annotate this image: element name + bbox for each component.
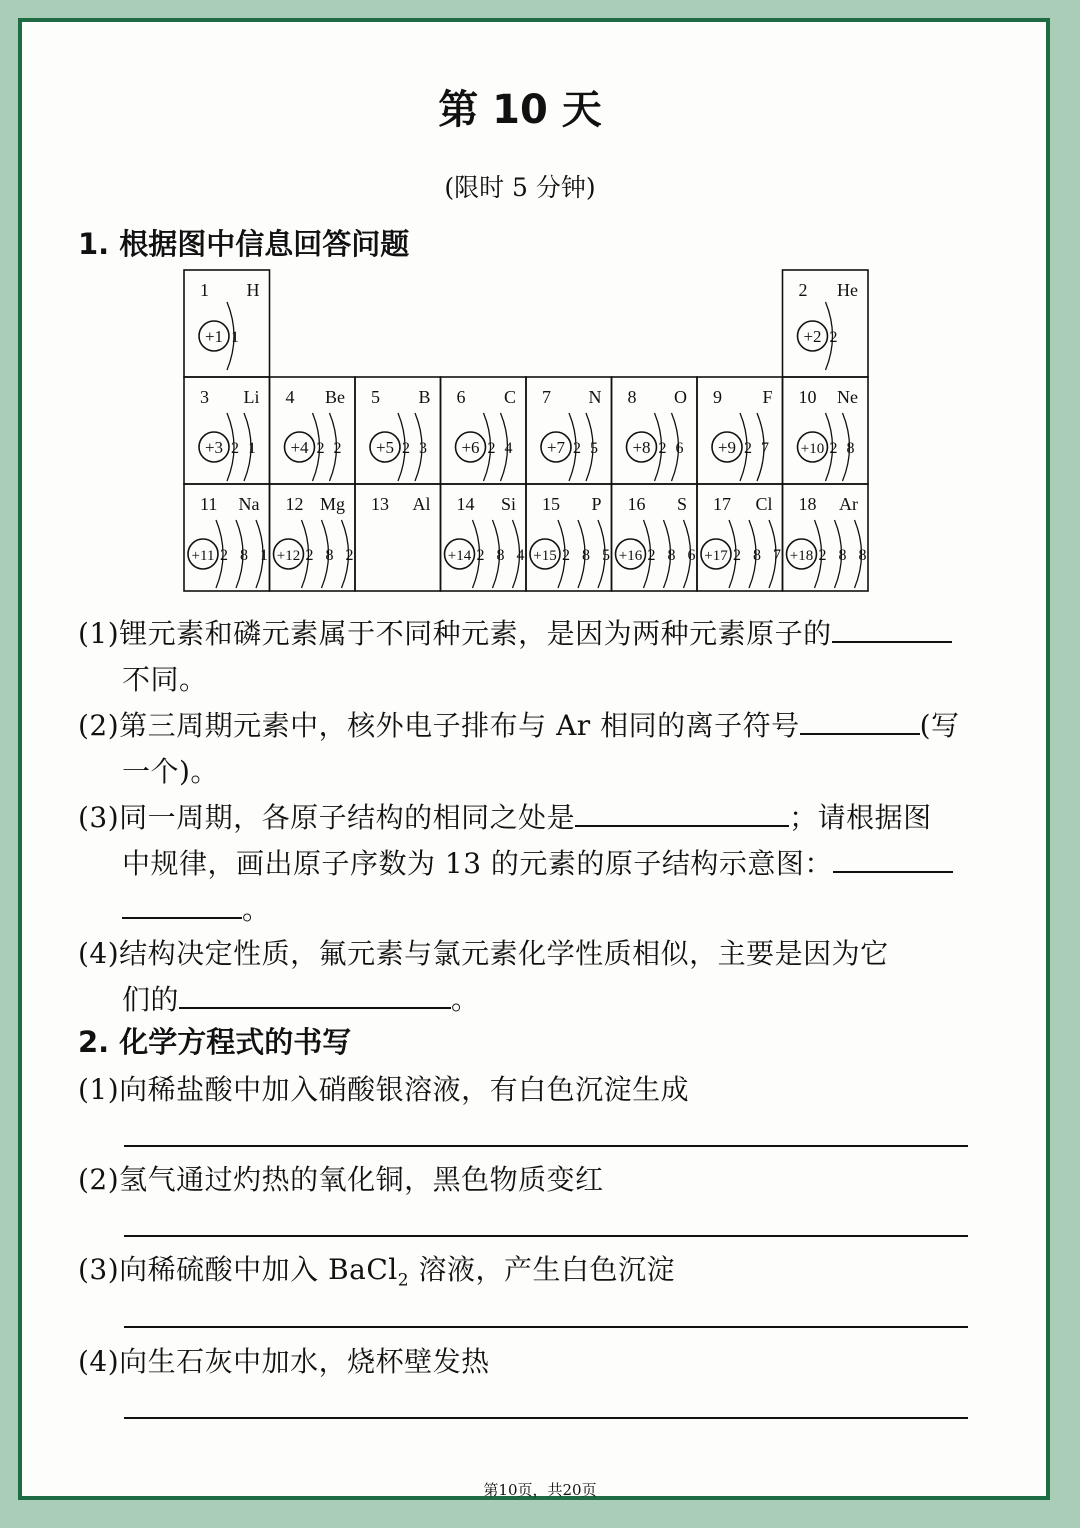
nucleus-charge: +18 xyxy=(789,548,814,564)
shell-electron-count: 2 xyxy=(220,547,228,564)
shell-electron-count: 4 xyxy=(504,440,513,457)
shell-electron-count: 2 xyxy=(573,440,581,457)
element-symbol: B xyxy=(418,387,431,407)
q3-line1: (3)同一周期，各原子结构的相同之处是 ；请根据图 xyxy=(78,801,932,834)
shell-electron-count: 5 xyxy=(602,547,610,564)
shell-electron-count: 2 xyxy=(829,440,838,457)
shell-electron-count: 2 xyxy=(562,547,570,564)
atomic-number: 7 xyxy=(542,387,551,407)
eq-q4: (4)向生石灰中加水，烧杯壁发热 xyxy=(78,1345,490,1378)
shell-electron-count: 1 xyxy=(260,547,268,564)
section2-heading: 2. 化学方程式的书写 xyxy=(78,1025,352,1059)
shell-electron-count: 7 xyxy=(773,547,781,564)
nucleus-charge: +3 xyxy=(204,438,224,457)
q4-blank[interactable] xyxy=(179,981,451,1009)
q1-line1: (1)锂元素和磷元素属于不同种元素，是因为两种元素原子的 xyxy=(78,612,952,652)
element-symbol: Al xyxy=(412,494,431,514)
element-symbol: S xyxy=(676,494,687,514)
shell-electron-count: 6 xyxy=(675,440,684,457)
q4-line2: 们的 。 xyxy=(122,983,480,1016)
shell-electron-count: 2 xyxy=(829,329,838,346)
nucleus-charge: +4 xyxy=(290,438,309,457)
atomic-number: 18 xyxy=(798,494,817,514)
nucleus-charge: +11 xyxy=(191,548,215,564)
element-symbol: O xyxy=(674,387,687,407)
shell-electron-count: 8 xyxy=(846,440,855,457)
q1-line2: 不同。 xyxy=(122,663,208,696)
atomic-number: 3 xyxy=(200,387,209,407)
q3-blank-a[interactable] xyxy=(575,799,789,827)
element-symbol: C xyxy=(503,387,516,407)
shell-electron-count: 8 xyxy=(667,547,676,564)
shell-electron-count: 2 xyxy=(818,547,827,564)
nucleus-charge: +9 xyxy=(717,438,737,457)
atomic-number: 14 xyxy=(456,494,475,514)
nucleus-charge: +6 xyxy=(461,438,480,457)
element-symbol: He xyxy=(837,280,858,300)
shell-electron-count: 2 xyxy=(476,547,485,564)
element-symbol: Na xyxy=(238,494,260,514)
q2-line1: (2)第三周期元素中，核外电子排布与 Ar 相同的离子符号 (写 xyxy=(78,709,960,742)
shell-electron-count: 8 xyxy=(582,547,590,564)
atomic-number: 13 xyxy=(371,494,389,514)
shell-electron-count: 2 xyxy=(333,440,342,457)
nucleus-charge: +16 xyxy=(618,548,643,564)
shell-electron-count: 4 xyxy=(516,547,525,564)
element-symbol: Cl xyxy=(755,494,773,514)
page-title: 第 10 天 xyxy=(438,87,602,133)
atomic-number: 6 xyxy=(456,387,466,407)
eq-q4-answer-line[interactable] xyxy=(124,1417,968,1419)
shell-electron-count: 2 xyxy=(345,547,354,564)
shell-electron-count: 8 xyxy=(838,547,847,564)
atomic-number: 8 xyxy=(627,387,637,407)
atomic-number: 4 xyxy=(285,387,295,407)
element-symbol: Be xyxy=(325,387,345,407)
nucleus-charge: +10 xyxy=(800,441,825,457)
atomic-number: 16 xyxy=(627,494,646,514)
element-symbol: F xyxy=(762,387,773,407)
shell-electron-count: 6 xyxy=(687,547,696,564)
q3-line2: 中规律，画出原子序数为 13 的元素的原子结构示意图： xyxy=(122,842,953,882)
nucleus-charge: +8 xyxy=(632,438,651,457)
shell-electron-count: 2 xyxy=(487,440,496,457)
time-limit: (限时 5 分钟) xyxy=(444,173,596,202)
nucleus-charge: +17 xyxy=(704,548,728,564)
periodic-table-figure xyxy=(180,266,870,602)
shell-electron-count: 8 xyxy=(325,547,334,564)
eq-q2-answer-line[interactable] xyxy=(124,1235,968,1237)
shell-electron-count: 2 xyxy=(305,547,314,564)
atomic-number: 15 xyxy=(542,494,560,514)
shell-electron-count: 1 xyxy=(231,329,239,346)
q2-blank[interactable] xyxy=(800,707,920,735)
nucleus-charge: +5 xyxy=(375,438,395,457)
q2-line2: 一个)。 xyxy=(122,755,219,788)
element-symbol: H xyxy=(246,280,260,300)
element-symbol: Ar xyxy=(839,494,858,514)
atomic-number: 11 xyxy=(200,494,218,514)
nucleus-charge: +2 xyxy=(803,327,822,346)
shell-electron-count: 2 xyxy=(231,440,239,457)
shell-electron-count: 5 xyxy=(590,440,598,457)
nucleus-charge: +12 xyxy=(276,548,301,564)
nucleus-charge: +14 xyxy=(447,548,472,564)
shell-electron-count: 8 xyxy=(858,547,867,564)
eq-q1: (1)向稀盐酸中加入硝酸银溶液，有白色沉淀生成 xyxy=(78,1073,690,1106)
eq-q3: (3)向稀硫酸中加入 BaCl$_2$ 溶液，产生白色沉淀 xyxy=(78,1253,675,1291)
q3-blank-c[interactable] xyxy=(122,891,242,919)
shell-electron-count: 3 xyxy=(419,440,427,457)
page-footer: 第10页，共20页 xyxy=(483,1481,597,1499)
element-symbol: P xyxy=(591,494,602,514)
element-symbol: Mg xyxy=(319,494,345,514)
atomic-number: 1 xyxy=(200,280,209,300)
element-symbol: N xyxy=(588,387,602,407)
atomic-number: 12 xyxy=(285,494,304,514)
shell-electron-count: 2 xyxy=(647,547,656,564)
q3-blank-b[interactable] xyxy=(833,845,953,873)
q3-line3: 。 xyxy=(122,888,271,928)
atomic-number: 2 xyxy=(798,280,808,300)
nucleus-charge: +7 xyxy=(546,438,566,457)
q1-blank[interactable] xyxy=(832,615,952,643)
shell-electron-count: 2 xyxy=(658,440,667,457)
element-symbol: Ne xyxy=(837,387,858,407)
q4-line1: (4)结构决定性质，氟元素与氯元素化学性质相似，主要是因为它 xyxy=(78,937,889,970)
eq-q3-answer-line[interactable] xyxy=(124,1326,968,1328)
nucleus-charge: +1 xyxy=(204,327,224,346)
shell-electron-count: 1 xyxy=(248,440,256,457)
shell-electron-count: 8 xyxy=(753,547,761,564)
shell-electron-count: 2 xyxy=(733,547,741,564)
shell-electron-count: 2 xyxy=(744,440,752,457)
atomic-number: 17 xyxy=(713,494,731,514)
shell-electron-count: 2 xyxy=(402,440,410,457)
atomic-number: 9 xyxy=(713,387,722,407)
atomic-number: 5 xyxy=(371,387,380,407)
shell-electron-count: 2 xyxy=(316,440,325,457)
eq-q2: (2)氢气通过灼热的氧化铜，黑色物质变红 xyxy=(78,1163,604,1196)
shell-electron-count: 8 xyxy=(240,547,248,564)
element-symbol: Li xyxy=(243,387,260,407)
section1-heading: 1. 根据图中信息回答问题 xyxy=(78,227,410,261)
nucleus-charge: +15 xyxy=(533,548,557,564)
shell-electron-count: 8 xyxy=(496,547,505,564)
element-symbol: Si xyxy=(500,494,516,514)
eq-q1-answer-line[interactable] xyxy=(124,1145,968,1147)
shell-electron-count: 7 xyxy=(761,440,769,457)
atomic-number: 10 xyxy=(798,387,817,407)
